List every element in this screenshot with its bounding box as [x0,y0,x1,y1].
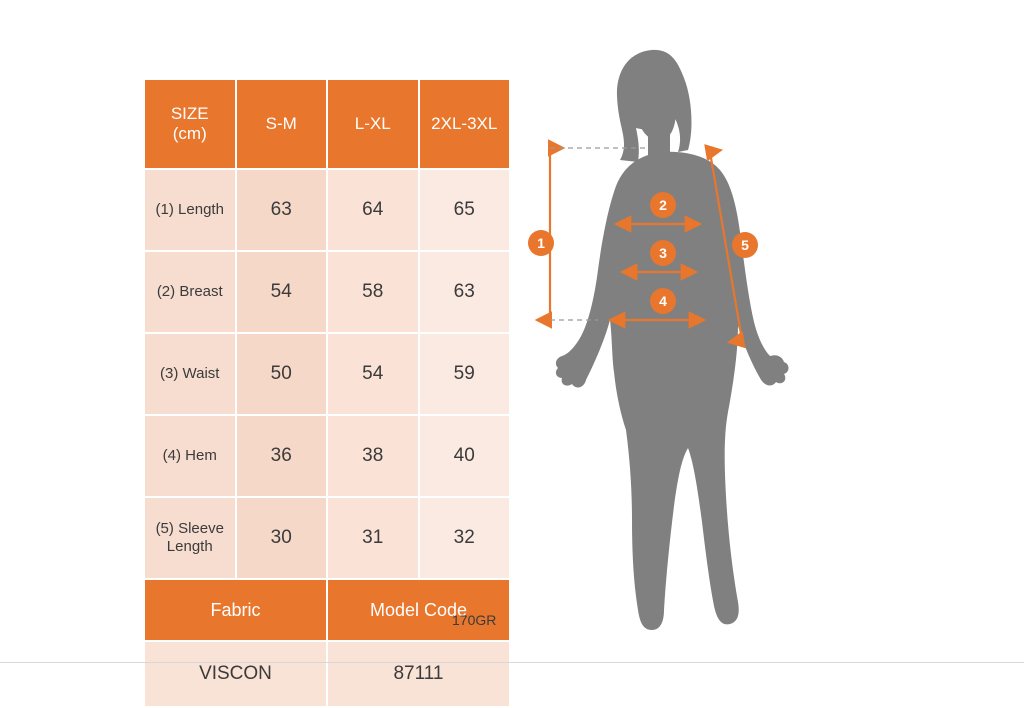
header-2xl-3xl: 2XL-3XL [419,79,511,169]
footer-divider [0,662,1024,663]
row-label-waist: (3) Waist [144,333,236,415]
cell-hem-lxl: 38 [327,415,419,497]
cell-length-sm: 63 [236,169,328,251]
header-size-cm [144,79,236,169]
cell-length-2xl3xl: 65 [419,169,511,251]
table-header-row [144,79,510,169]
table-footer-value-row [144,641,510,707]
table-footer-header-row [144,579,510,641]
measure-badge-4: 4 [650,288,676,314]
table-row [144,497,510,579]
row-label-sleeve-length: (5) Sleeve Length [144,497,236,579]
row-label-breast: (2) Breast [144,251,236,333]
fabric-weight-note: 170GR [452,612,497,628]
table-row [144,333,510,415]
cell-hem-2xl3xl: 40 [419,415,511,497]
cell-sleeve-sm: 30 [236,497,328,579]
header-l-xl: L-XL [327,79,419,169]
female-silhouette-icon [556,50,789,630]
row-label-hem: (4) Hem [144,415,236,497]
measure-badge-5: 5 [732,232,758,258]
cell-fabric-value: VISCON [144,641,327,707]
measure-badge-3: 3 [650,240,676,266]
header-size-line1: SIZE [170,104,209,124]
cell-length-lxl: 64 [327,169,419,251]
cell-waist-sm: 50 [236,333,328,415]
measure-badge-1: 1 [528,230,554,256]
header-model-code: Model Code [327,579,510,641]
header-s-m: S-M [236,79,328,169]
measurement-diagram [520,20,1020,660]
header-fabric: Fabric [144,579,327,641]
table-row [144,415,510,497]
cell-sleeve-lxl: 31 [327,497,419,579]
cell-breast-lxl: 58 [327,251,419,333]
cell-waist-2xl3xl: 59 [419,333,511,415]
table-row [144,169,510,251]
cell-sleeve-2xl3xl: 32 [419,497,511,579]
measure-badge-2: 2 [650,192,676,218]
cell-waist-lxl: 54 [327,333,419,415]
cell-model-code-value: 87111 [327,641,510,707]
cell-breast-2xl3xl: 63 [419,251,511,333]
cell-hem-sm: 36 [236,415,328,497]
figure-svg [520,20,1020,660]
cell-breast-sm: 54 [236,251,328,333]
row-label-length: (1) Length [144,169,236,251]
header-size-line2: (cm) [172,124,207,143]
table-row [144,251,510,333]
